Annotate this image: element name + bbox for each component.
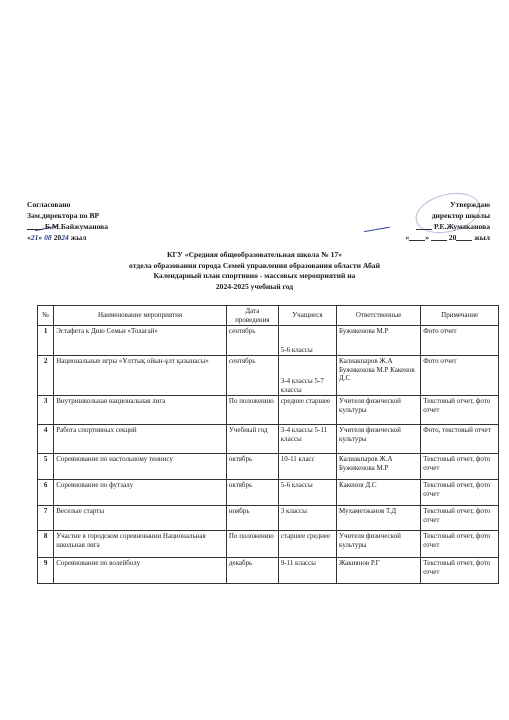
cell-date: По положению [226, 531, 278, 558]
cell-responsible: Бужикенова М.Р [337, 326, 421, 356]
table-row [38, 425, 499, 454]
approval-block [0, 199, 509, 245]
approval-right-day [409, 232, 425, 241]
approval-right-year-word: жыл [474, 233, 490, 242]
cell-responsible: Жакиянов Р.Г [337, 558, 421, 584]
signature-blank [27, 221, 43, 230]
approval-left-year-word: жыл [70, 233, 87, 242]
plan-title: Календарный план спортивно - массовых мероприятий на [153, 271, 356, 280]
cell-note: Текстовый отчет, фото отчет [421, 531, 499, 558]
cell-name: Веселые старты [54, 506, 227, 531]
cell-name: Работа спортивных секций [54, 425, 227, 454]
header-date: Дата проведения [226, 306, 278, 326]
cell-date: Учебный год [226, 425, 278, 454]
cell-date: По положению [226, 396, 278, 425]
header-students: Учащиеся [278, 306, 336, 326]
cell-responsible: Учителя физической культуры [337, 396, 421, 425]
cell-note: Текстовый отчет, фото отчет [421, 396, 499, 425]
cell-num: 7 [38, 506, 54, 531]
cell-note: Текстовый отчет, фото отчет [421, 506, 499, 531]
table-row [38, 356, 499, 396]
cell-date: ноябрь [226, 506, 278, 531]
school-title: КГУ «Средняя общеобразовательная школа № 17» [166, 250, 343, 259]
department-title: отдела образования города Семей управления образования области Абай [129, 260, 380, 270]
approval-right-date: « » 20 жыл [405, 233, 490, 242]
cell-students: 5-6 классы [278, 326, 336, 356]
cell-students: 3-4 классы 5-7 классы [278, 356, 336, 396]
approval-right-year-prefix: 20 [448, 233, 457, 242]
cell-name: Эстафета к Дню Семьи «Толағай» [54, 326, 227, 356]
cell-note: Текстовый отчет, фото отчет [421, 558, 499, 584]
approval-left-day: 21 [30, 233, 39, 242]
cell-name: Внутришкольная национальная лига [54, 396, 227, 425]
table-row [38, 326, 499, 356]
cell-responsible: Мухаметжанов Т.Д [337, 506, 421, 531]
cell-note: Текстовый отчет, фото отчет [421, 454, 499, 480]
cell-name: Участие в городском соревновании Национальная школьная лига [54, 531, 227, 558]
header-num: № [38, 306, 54, 326]
cell-num: 9 [38, 558, 54, 584]
cell-date: октябрь [226, 454, 278, 480]
cell-name: Национальные игры «Ұлттық ойын-ұлт қазынасы» [54, 356, 227, 396]
approval-right-name-line [310, 221, 490, 232]
cell-num: 5 [38, 454, 54, 480]
approval-right-year-suffix [456, 232, 472, 241]
cell-students: 3 классы [278, 506, 336, 531]
cell-date: сентябрь [226, 326, 278, 356]
approval-left-name: Б.М.Байжуманова [44, 222, 109, 231]
approval-left-position: Зам.директора по ВР [27, 211, 100, 220]
cell-num: 8 [38, 531, 54, 558]
approval-left [27, 199, 207, 243]
approval-left-date: «21» 08 2024 жыл [27, 233, 87, 242]
approval-left-name-line [27, 221, 207, 232]
table-row [38, 454, 499, 480]
cell-students: 9-11 классы [278, 558, 336, 584]
header-name: Наименование мероприятия [54, 306, 227, 326]
cell-students: 5-6 классы [278, 480, 336, 506]
cell-num: 4 [38, 425, 54, 454]
approval-right [310, 199, 490, 243]
table-row [38, 506, 499, 531]
approval-left-month: 08 [44, 233, 52, 242]
cell-note: Фото отчет [421, 356, 499, 396]
approval-right-month [431, 232, 447, 241]
cell-num: 1 [38, 326, 54, 356]
table-row [38, 531, 499, 558]
cell-note: Текстовый отчет, фото отчет [421, 480, 499, 506]
header-note: Примечание [421, 306, 499, 326]
cell-responsible: Калиакпаров Ж.А Бужикенова М.Р Какенов Д.С [337, 356, 421, 396]
table-row [38, 558, 499, 584]
approval-left-heading: Согласовано [27, 200, 71, 209]
cell-students: 3-4 классы 5-11 классы [278, 425, 336, 454]
cell-name: Соревнование по волейболу [54, 558, 227, 584]
cell-name: Соревнование по настольному теннису [54, 454, 227, 480]
cell-note: Фото, текстовый отчет [421, 425, 499, 454]
approval-right-name: Р.Е.Жумаканова [433, 222, 490, 231]
cell-students: среднее старшее [278, 396, 336, 425]
table-row [38, 480, 499, 506]
cell-responsible: Какенов Д.С [337, 480, 421, 506]
cell-students: 10-11 класс [278, 454, 336, 480]
cell-name: Соревнование по футзалу [54, 480, 227, 506]
signature-blank [416, 221, 432, 230]
events-table [37, 305, 499, 584]
cell-responsible: Учителя физической культуры [337, 531, 421, 558]
cell-num: 2 [38, 356, 54, 396]
cell-responsible: Калиакпаров Ж.А Бужикенова М.Р [337, 454, 421, 480]
header-responsible: Ответственные [337, 306, 421, 326]
year-title: 2024-2025 учебный год [215, 281, 294, 291]
approval-right-position: директор школы [431, 211, 490, 220]
cell-responsible: Учителя физической культуры [337, 425, 421, 454]
approval-left-year-prefix: 20 [53, 233, 62, 242]
table-row [38, 396, 499, 425]
cell-note: Фото отчет [421, 326, 499, 356]
table-header-row [38, 306, 499, 326]
cell-students: старшее среднее [278, 531, 336, 558]
document-titles [0, 250, 509, 292]
cell-num: 6 [38, 480, 54, 506]
cell-date: сентябрь [226, 356, 278, 396]
cell-num: 3 [38, 396, 54, 425]
approval-left-year-suffix: 24 [61, 233, 69, 242]
cell-date: декабрь [226, 558, 278, 584]
approval-right-heading: Утверждаю [450, 200, 490, 209]
cell-date: октябрь [226, 480, 278, 506]
